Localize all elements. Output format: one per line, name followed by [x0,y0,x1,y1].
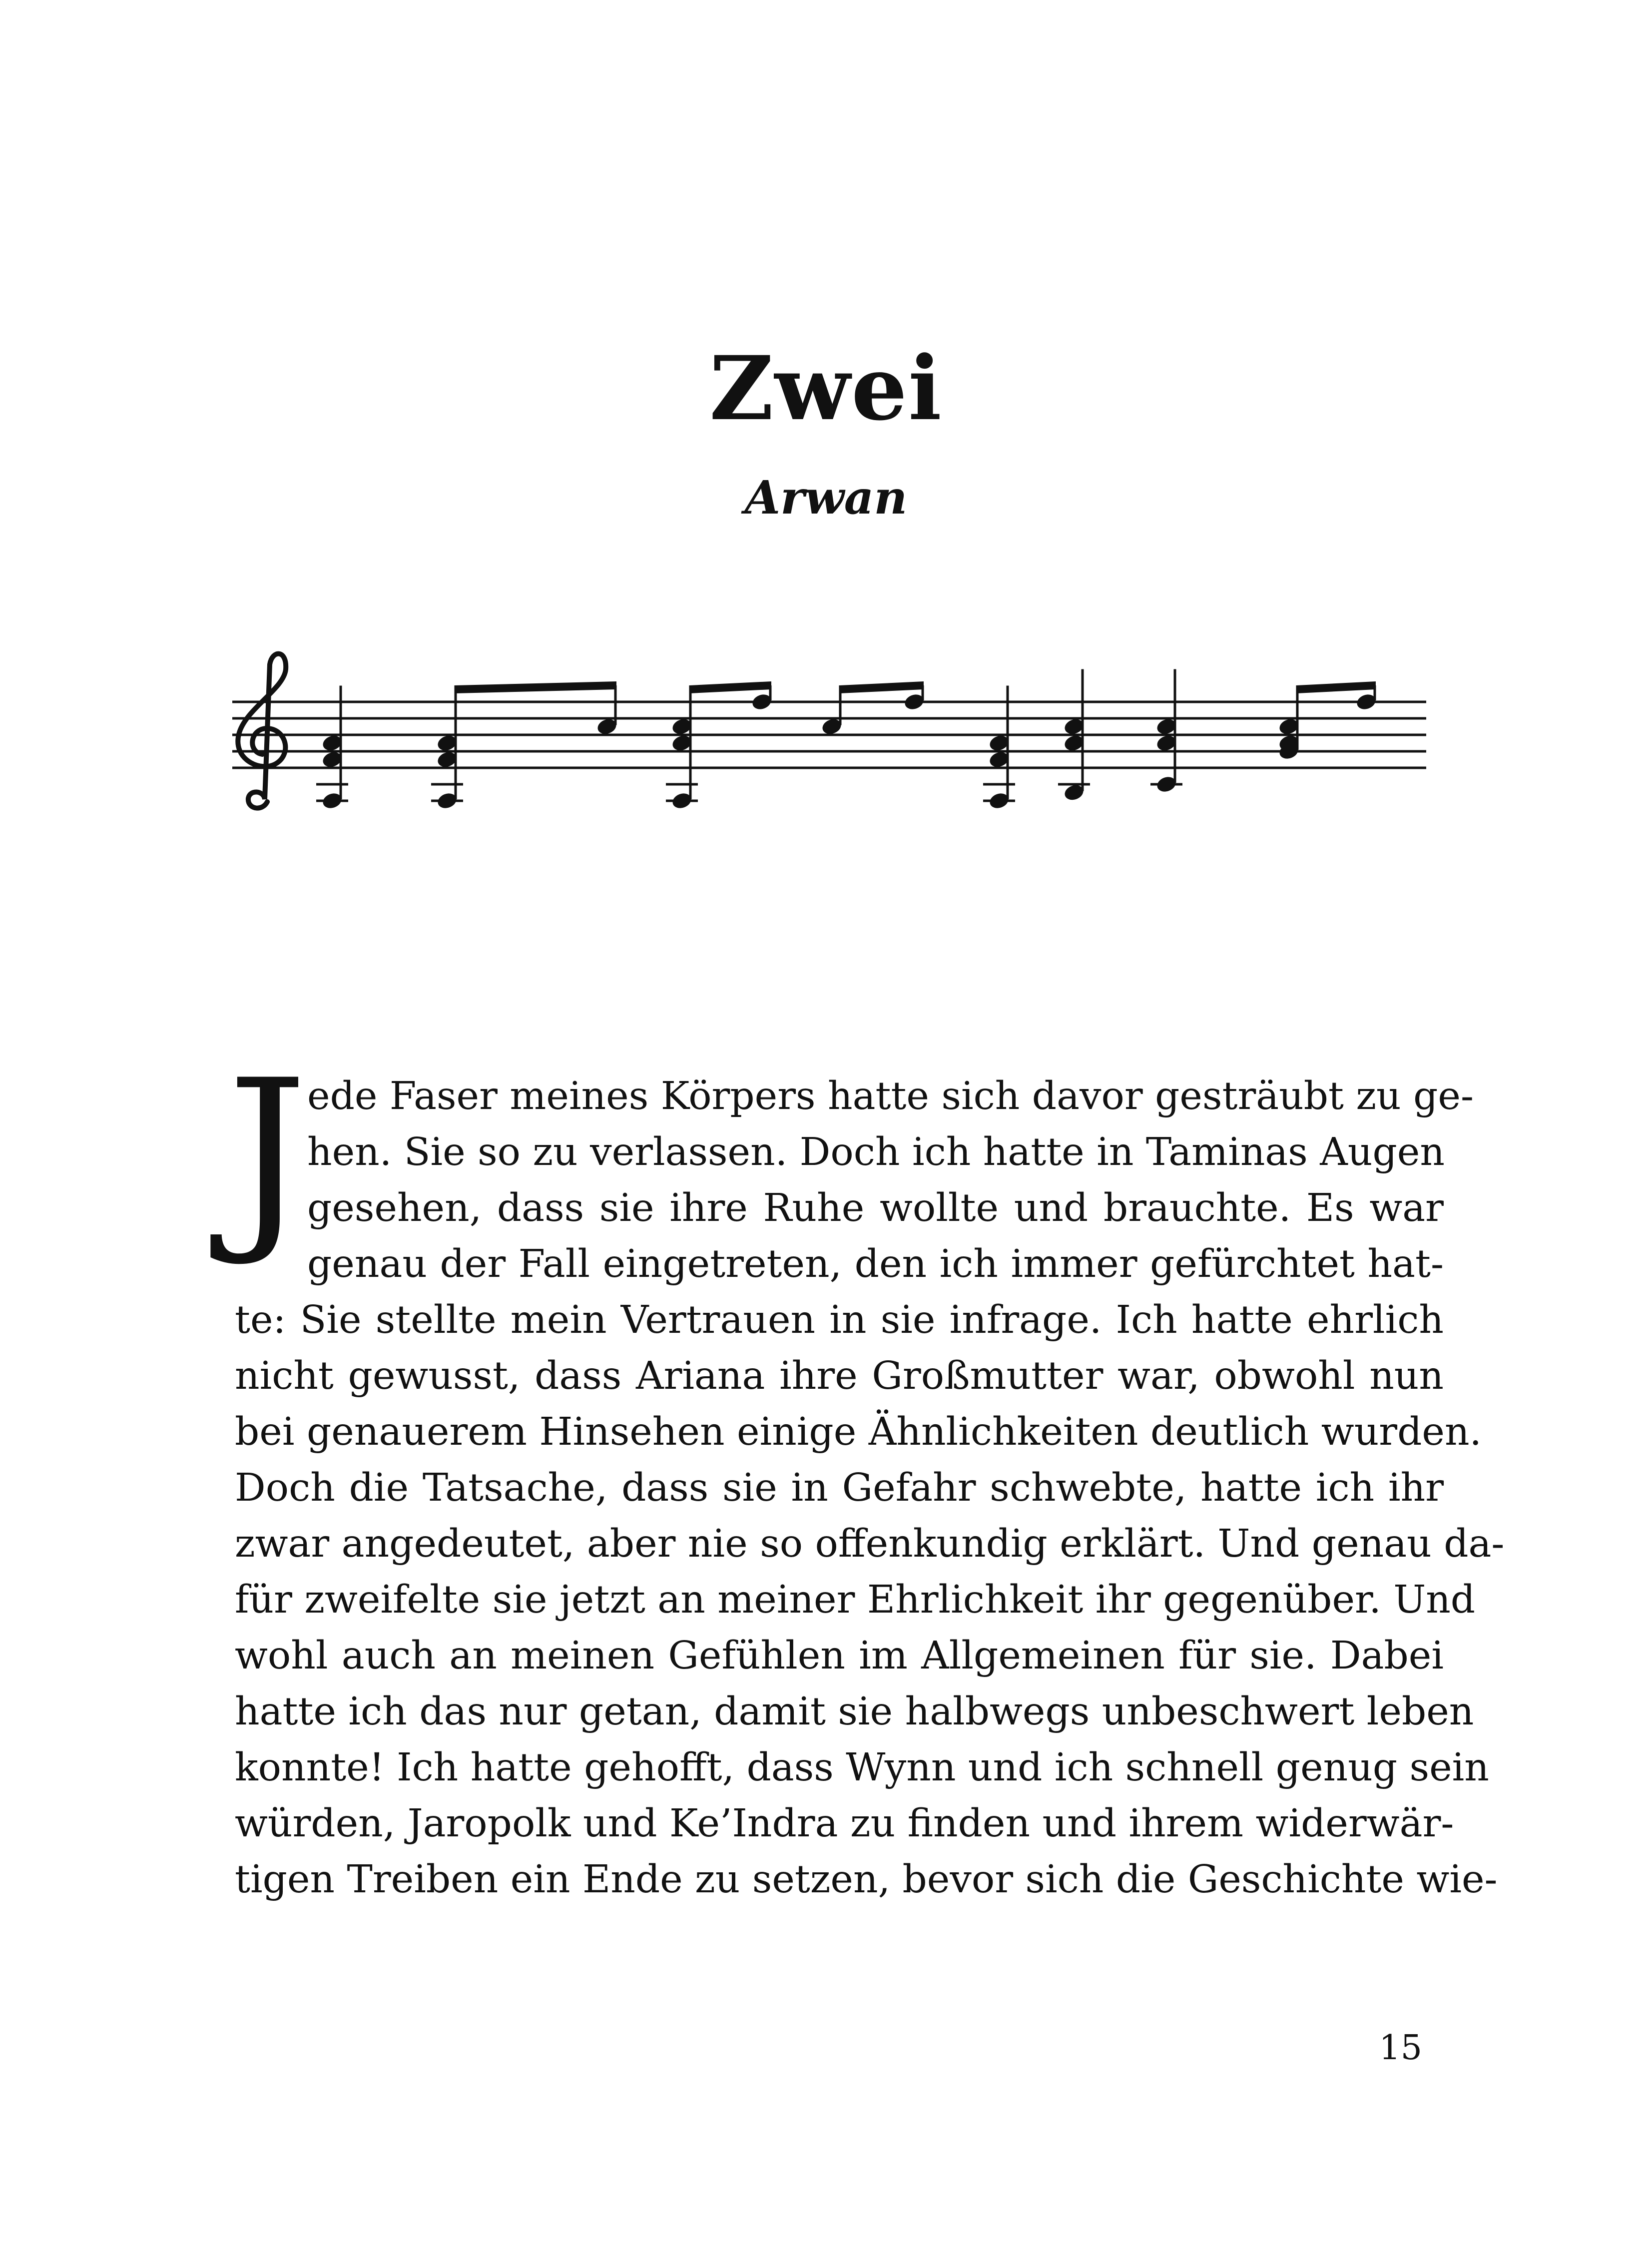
text-line: nicht gewusst, dass Ariana ihre Großmutter war, obwohl nun [235,1354,1444,1398]
music-staff [0,0,1652,874]
text-line: hatte ich das nur getan, damit sie halbwegs unbeschwert leben [235,1689,1474,1734]
note-beam [1296,681,1376,693]
text-line: genau der Fall eingetreten, den ich immer gefürchtet hat- [307,1242,1444,1286]
chapter-title: Zwei [709,337,943,440]
text-line: würden, Jaropolk und Ke’Indra zu finden und ihrem widerwär- [235,1801,1454,1846]
text-line: für zweifelte sie jetzt an meiner Ehrlichkeit ihr gegenüber. Und [235,1578,1476,1622]
treble-clef-icon [238,654,286,808]
chapter-subtitle: Arwan [744,471,908,525]
text-line: te: Sie stellte mein Vertrauen in sie infrage. Ich hatte ehrlich [235,1298,1444,1342]
staff-lines [232,702,1426,768]
note-beam [839,681,924,693]
note-beam [689,681,771,693]
music-notes [316,669,1378,811]
text-line: konnte! Ich hatte gehofft, dass Wynn und ich schnell genug sein [235,1745,1489,1790]
text-line: hen. Sie so zu verlassen. Doch ich hatte in Taminas Augen [307,1130,1445,1174]
text-line: Doch die Tatsache, dass sie in Gefahr schwebte, hatte ich ihr [235,1466,1444,1510]
page-number: 15 [1379,2028,1422,2068]
text-line: zwar angedeutet, aber nie so offenkundig erklärt. Und genau da- [235,1522,1505,1566]
text-line: tigen Treiben ein Ende zu setzen, bevor sich die Geschichte wie- [235,1857,1498,1902]
drop-cap: J [227,1038,308,1270]
text-line: gesehen, dass sie ihre Ruhe wollte und brauchte. Es war [307,1186,1444,1230]
text-line: ede Faser meines Körpers hatte sich davor gesträubt zu ge- [307,1074,1474,1119]
note-beam [455,681,616,693]
text-line: bei genauerem Hinsehen einige Ähnlichkeiten deutlich wurden. [235,1410,1482,1454]
text-line: wohl auch an meinen Gefühlen im Allgemeinen für sie. Dabei [235,1634,1444,1678]
